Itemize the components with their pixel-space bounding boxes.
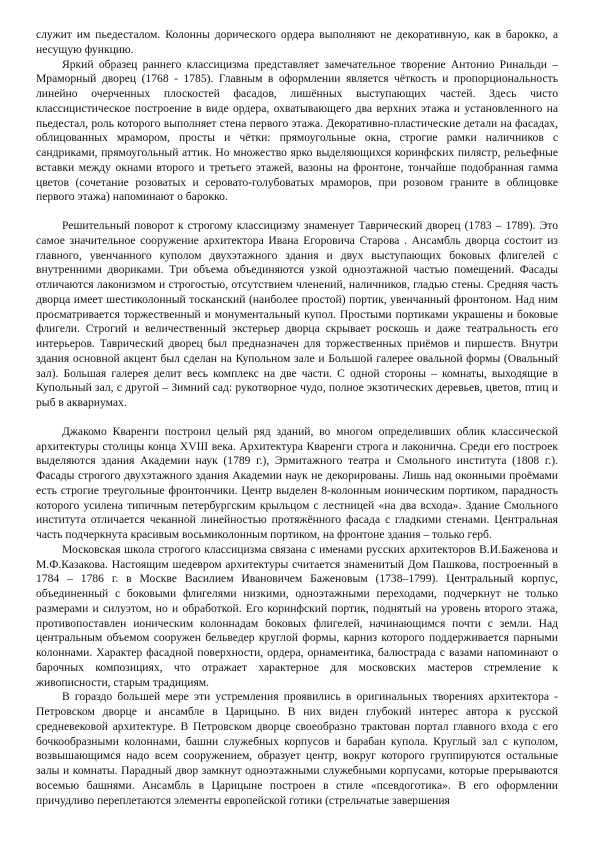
paragraph-1: служит им пьедесталом. Колонны дорического ордера выполняют не декоративную, как в барокко, а несущую функцию. [36, 28, 558, 56]
paragraph-gap [36, 205, 558, 219]
body-text [36, 28, 558, 808]
paragraph-2: Яркий образец раннего классицизма представляет замечательное творение Антонио Ринальди – Мраморный дворец (1768 - 1785). Главным в оформлении является чёткость и пропорциональность линейно очерченных плоскостей фасадов, лишённых выступающих частей. Здесь чисто классицистическое построение в виде ордера, охватывающего два верхних этажа и установленного на пьедестал, роль которого выполняет стена первого этажа. Декоративно-пластические детали на фасадах, облицованных мрамором, просты и чётки: прямоугольные окна, строгие рамки наличников с сандриками, прямоугольный аттик. Но множество ярко выделяющихся коринфских пилястр, рельефные вставки между окнами второго и третьего этажей, вазоны на фронтоне, тончайше подобранная гамма цветов (сочетание розоватых и серовато-голубоватых мраморов, при розовом граните в облицовке первого этажа) напоминают о барокко. [36, 57, 558, 204]
paragraph-5: Московская школа строгого классицизма связана с именами русских архитекторов В.И.Баженова и М.Ф.Казакова. Настоящим шедевром архитектуры считается знаменитый Дом Пашкова, построенный в 1784 – 1786 г. в Москве Василием Ивановичем Баженовым (1738–1799). Центральный корпус, объединенный с боковыми флигелями низкими, одноэтажными переходами, подчеркнут не только размерами и силуэтом, но и обработкой. Его коринфский портик, поднятый на уровень второго этажа, противопоставлен ионическим колоннадам боковых флигелей, начинающимся почти с земли. Над центральным объемом сооружен бельведер круглой формы, карниз которого поддерживается парными колоннами. Характер фасадной поверхности, ордера, орнаментика, балюстрада с вазами напоминают о барочных композициях, что отражает характерное для московских мастеров стремление к живописности, старым традициям. [36, 542, 558, 689]
paragraph-3: Решительный поворот к строгому классицизму знаменует Таврический дворец (1783 – 1789). Это самое значительное сооружение архитектора Ивана Егоровича Старова . Ансамбль дворца состоит из главного, увенчанного куполом двухэтажного здания и двух выступающих боковых флигелей с внутренними двориками. Три объема объединяются узкой одноэтажной частью помещений. Фасады отличаются лаконизмом и строгостью, отсутствием членений, наличников, гладью стены. Средняя часть дворца имеет шестиколонный тосканский (наиболее простой) портик, увенчанный фронтоном. Над ним просматривается торжественный и монументальный купол. Простыми портиками украшены и боковые флигели. Строгий и величественный экстерьер дворца скрывает роскошь и даже театральность его интерьеров. Таврический дворец был предназначен для торжественных приёмов и пиршеств. Внутри здания основной акцент был сделан на Купольном зале и Большой галерее овальной формы (Овальный зал). Большая галерея делит весь комплекс на две части. С одной стороны – комнаты, выходящие в Купольный зал, с другой – Зимний сад: рукотворное чудо, полное экзотических деревьев, цветов, птиц и рыб в аквариумах. [36, 219, 558, 409]
paragraph-gap [36, 411, 558, 425]
paragraph-4: Джакомо Кваренги построил целый ряд зданий, во многом определивших облик классической архитектуры столицы конца XVIII века. Архитектура Кваренги строга и лаконична. Среди его построек выделяются здания Академии наук (1789 г.), Эрмитажного театра и Смольного института (1808 г.). Фасады строгого двухэтажного здания Академии наук не декорированы. Лишь над оконными проёмами есть строгие треугольные фронтончики. Центр выделен 8-колонным ионическим портиком, парадность которого усилена типичным петербургским крыльцом с лестницей «на два всхода». Здание Смольного института отличается чеканной линейностью протяжённого фасада с гладкими стенами. Центральная часть подчеркнута красивым восьмиколонным портиком, на фронтоне здания – только герб. [36, 424, 558, 541]
paragraph-6: В гораздо большей мере эти устремления проявились в оригинальных творениях архитектора - Петровском дворце и ансамбле в Царицыно. В них виден глубокий интерес автора к русской средневековой архитектуре. В Петровском дворце своеобразно трактован портал главного входа с его бочкообразными колоннами, башни служебных корпусов и барабан купола. Круглый зал с куполом, возвышающимся надо всем сооружением, образует центр, вокруг которого группируются остальные залы и комнаты. Парадный двор замкнут одноэтажными служебными корпусами, которые прерываются восемью башнями. Ансамбль в Царицыне построен в стиле «псевдоготика». В его оформлении причудливо переплетаются элементы европейской готики (стрельчатые завершения [36, 690, 558, 807]
